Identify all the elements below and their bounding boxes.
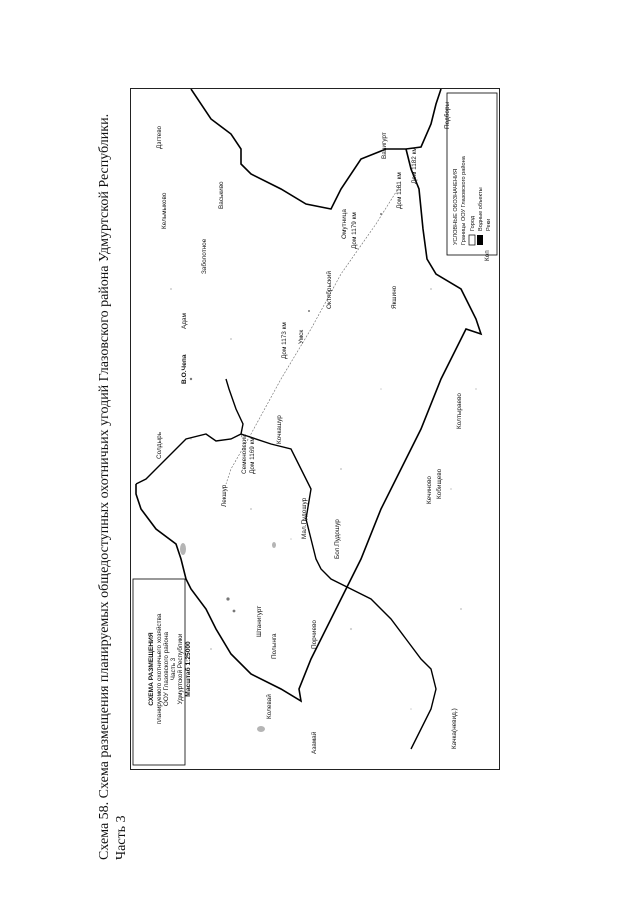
legend-item-boundary: Границы ООУ Глазовского района (461, 156, 467, 245)
label-azamai: Азамай (311, 731, 318, 754)
title-block-line-5: Удмуртской Республики (177, 633, 184, 705)
label-dom1179: Дом 1179 км (351, 212, 358, 249)
map-frame (130, 88, 500, 770)
label-shtanigurt: Штанигурт (256, 605, 263, 637)
district-boundary-north (191, 89, 441, 209)
legend-item-city: Город (470, 215, 476, 231)
district-boundary-west (136, 379, 243, 484)
district-boundary-main (136, 149, 481, 701)
label-yakshino: Якшино (391, 285, 398, 309)
label-kobischevo: Кобищево (436, 468, 443, 499)
legend-swatch-city (469, 235, 475, 245)
title-block-line-3: ООУ Глазовского района (163, 631, 170, 707)
label-dom1182: Дом 1182 км (411, 147, 418, 184)
label-dogtevo: Дзгтево (156, 125, 163, 149)
place-labels (156, 101, 491, 754)
title-block-line-1: СХЕМА РАЗМЕЩЕНИЯ (148, 632, 155, 706)
label-semenovsky: Семеновский (241, 434, 248, 474)
label-kozhevai: Колевай (266, 694, 273, 719)
title-block-line-4: Часть 3 (170, 657, 177, 681)
legend-swatch-water (477, 235, 483, 245)
label-podbory: Подборы (444, 101, 451, 129)
label-vasikovo: Васькиво (218, 181, 225, 209)
label-dom1169: Дом 1169 км (249, 437, 256, 474)
settlement-markers (190, 213, 382, 612)
label-kop: Коп (484, 250, 491, 261)
label-koltyraevo: Колтыраево (456, 393, 463, 429)
figure-caption (96, 114, 130, 860)
title-block (133, 579, 192, 765)
label-dom1173: Дом 1173 км (281, 322, 288, 359)
label-adam: Адам (181, 313, 188, 329)
label-omutnitsa: Омутница (341, 209, 348, 239)
label-mal-pudoshur: Мал.Пудошур (301, 497, 308, 539)
title-block-line-6: Масштаб 1:25000 (185, 641, 192, 697)
label-oktyabrsky: Октябрьский (326, 271, 333, 309)
label-polynga: Полынга (271, 633, 278, 659)
label-uvsk: Умск (298, 329, 305, 344)
title-block-line-2: планируемого охотничьего хозяйства (156, 613, 163, 725)
label-leksshur: Лекшур (221, 484, 228, 507)
label-b-o-chepa: В.О.Чепа (181, 354, 188, 384)
label-zabolotnoe: Заболотное (201, 238, 208, 274)
label-dom1181: Дом 1181 км (396, 172, 403, 209)
legend (447, 93, 497, 255)
caption-line-1: Схема 58. Схема размещения планируемых общедоступных охотничьих угодий Глазовского района Удмуртской Республики. (97, 113, 112, 860)
label-kochkashur: Кочкашур (276, 415, 283, 444)
label-vanigurt: Ванигурт (381, 132, 388, 159)
label-chechaevo: Кечиново (426, 476, 433, 504)
label-soldyr: Солдырь (156, 432, 163, 459)
label-porgyevo: Порчиево (311, 620, 318, 649)
label-bol-pudoshur: Бол.Пудошур (334, 519, 341, 559)
caption-line-2: Часть 3 (114, 815, 129, 860)
legend-title: УСЛОВНЫЕ ОБОЗНАЧЕНИЯ (453, 168, 459, 245)
label-kelmykovo: Кельмыково (161, 192, 168, 229)
legend-item-rivers: Реки (486, 218, 492, 231)
label-kachkashur-nevid: Качка(невид.) (451, 708, 458, 749)
legend-item-water: Водные объекты (478, 187, 484, 231)
map-svg (131, 89, 499, 769)
